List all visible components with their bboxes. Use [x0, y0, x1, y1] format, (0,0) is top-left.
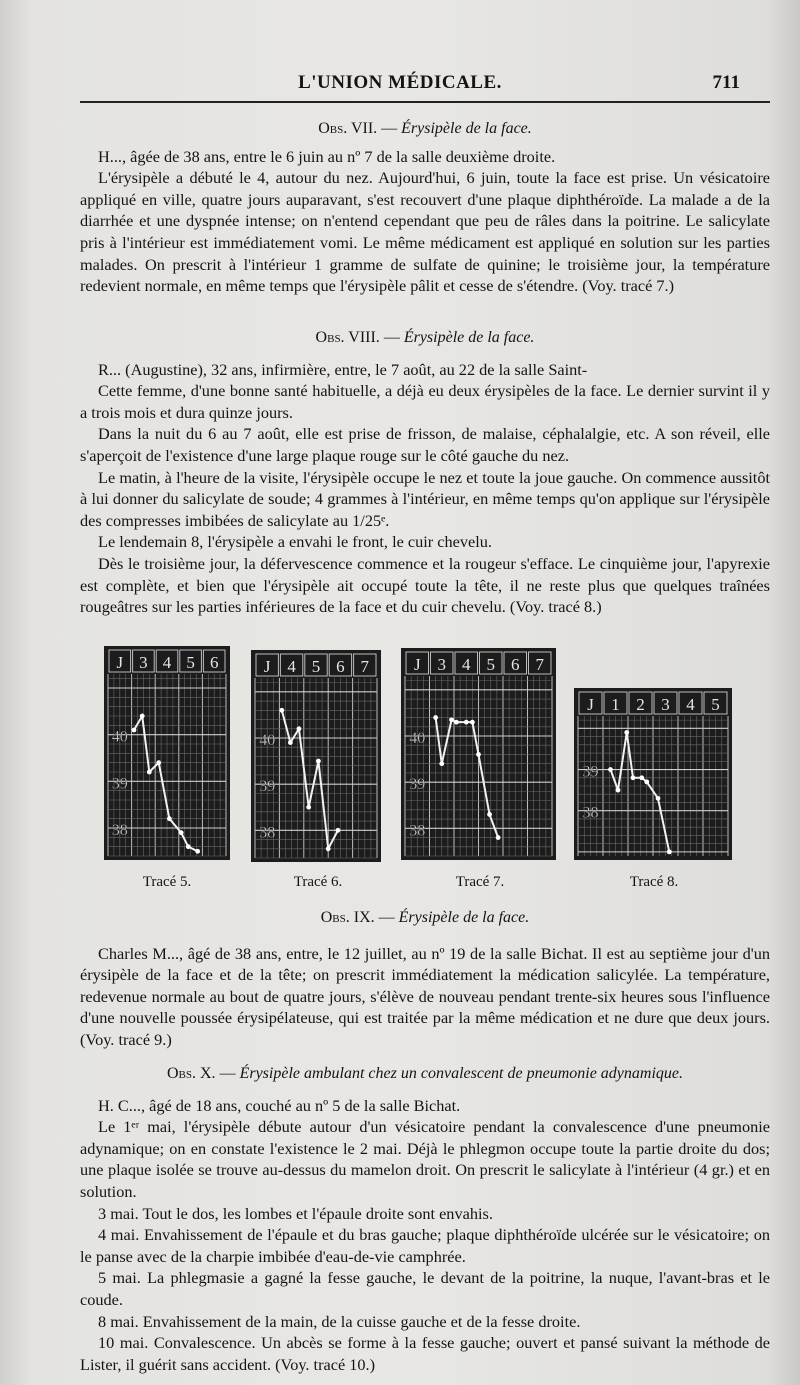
chart-caption: Tracé 8. — [629, 874, 679, 890]
temperature-tick: 38 — [582, 804, 599, 822]
obs-dash: — — [215, 1065, 240, 1082]
temperature-tick: 39 — [111, 775, 128, 793]
obs-number: Obs. X. — [166, 1065, 216, 1082]
chart-svg — [251, 650, 381, 862]
temperature-tick: 40 — [111, 728, 128, 746]
data-point — [449, 717, 454, 722]
running-header — [0, 66, 800, 96]
chart-svg — [104, 646, 230, 860]
day-label: 4 — [287, 657, 296, 676]
temperature-tick: 38 — [259, 824, 276, 842]
data-point — [667, 849, 672, 854]
obs-title: Érysipèle de la face. — [403, 329, 535, 346]
temperature-chart-6 — [251, 650, 381, 862]
temperature-tick: 38 — [409, 822, 426, 840]
chart-svg — [401, 648, 556, 860]
paragraph: H..., âgée de 38 ans, entre le 6 juin au nº 7 de la salle deuxième droite. — [98, 146, 556, 166]
obs-title: Érysipèle de la face. — [398, 909, 530, 926]
obs-heading — [80, 907, 770, 929]
observation-7 — [80, 118, 770, 297]
day-label: 6 — [209, 653, 219, 672]
data-point — [487, 812, 492, 817]
data-point — [644, 779, 649, 784]
day-label: 5 — [186, 653, 195, 672]
header-rule — [80, 101, 770, 103]
paragraph: Dès le troisième jour, la défervescence commence et la rougeur s'efface. Le cinquième jour, l'apyrexie est complète, et bien que l'érysipèle ait occupé toute la tête, il ne reste plus que quelques traînées rougeâtres sur les parties inférieures de la face et du cuir chevelu. (Voy. tracé 8.) — [80, 553, 770, 617]
day-label: 3 — [661, 695, 670, 714]
observation-8 — [80, 327, 770, 618]
day-label: J — [587, 695, 594, 714]
day-label: 2 — [636, 695, 645, 714]
data-point — [608, 767, 613, 772]
obs-heading — [80, 327, 770, 349]
obs-heading — [80, 118, 770, 140]
obs-heading — [80, 1063, 770, 1085]
obs-dash: — — [379, 329, 400, 346]
data-point — [433, 715, 438, 720]
paragraph: 5 mai. La phlegmasie a gagné la fesse gauche, le devant de la poitrine, la nuque, l'avant-bras et le coude. — [80, 1268, 770, 1309]
data-point — [631, 775, 636, 780]
data-point — [179, 830, 184, 835]
data-point — [464, 720, 469, 725]
paragraph: Le matin, à l'heure de la visite, l'érysipèle occupe le nez et toute la joue gauche. On commence aussitôt à lui donner du salicylate de soude; 4 grammes à l'intérieur, en même temps qu'on applique sur l'érysipèle des compresses imbibées de salicylate au 1/25ᵉ. — [80, 467, 770, 530]
journal-title: L'UNION MÉDICALE. — [298, 72, 502, 93]
data-point — [476, 752, 481, 757]
temperature-tick: 40 — [259, 732, 276, 749]
obs-dash: — — [377, 120, 402, 137]
temperature-tick: 39 — [409, 776, 426, 794]
chart-caption: Tracé 7. — [455, 874, 505, 890]
data-point — [147, 770, 152, 775]
paragraph: 10 mai. Convalescence. Un abcès se forme à la fesse gauche; ouvert et pansé suivant la méthode de Lister, il guérit sans accident. (Voy. tracé 10.) — [80, 1333, 770, 1374]
observation-9 — [80, 907, 770, 1051]
data-point — [279, 708, 284, 713]
day-label: 6 — [336, 657, 345, 676]
day-label: 5 — [486, 655, 495, 674]
day-label: 1 — [611, 695, 620, 714]
data-point — [288, 740, 293, 745]
day-label: 4 — [162, 653, 172, 672]
day-label: 3 — [139, 653, 148, 672]
day-label: J — [263, 657, 271, 676]
data-point — [454, 720, 459, 725]
data-point — [132, 728, 137, 733]
data-point — [656, 796, 661, 801]
chart-svg — [574, 688, 732, 860]
data-point — [297, 726, 302, 731]
temperature-chart-5 — [104, 646, 230, 860]
paragraph: 4 mai. Envahissement de l'épaule et du bras gauche; plaque diphthéroïde ulcérée sur le vésicatoire; on le panse avec de la charpie imbibée d'eau-de-vie camphrée. — [80, 1225, 770, 1266]
data-point — [624, 730, 629, 735]
data-point — [156, 760, 161, 765]
data-point — [336, 828, 341, 833]
data-point — [639, 775, 644, 780]
data-point — [186, 844, 191, 849]
obs-dash: — — [374, 909, 399, 926]
paragraph: H. C..., âgé de 18 ans, couché au nº 5 de la salle Bichat. — [98, 1095, 461, 1115]
paragraph: Cette femme, d'une bonne santé habituelle, a déjà eu deux érysipèles de la face. Le dernier survint il y a trois mois et dura quinze jours. — [80, 381, 770, 422]
obs-title: Érysipèle ambulant chez un convalescent de pneumonie adynamique. — [239, 1065, 683, 1082]
data-point — [306, 805, 311, 810]
temperature-tick: 39 — [259, 778, 276, 796]
day-label: 4 — [686, 695, 695, 714]
paragraph: Dans la nuit du 6 au 7 août, elle est prise de frisson, de malaise, céphalalgie, etc. A son réveil, elle s'aperçoit de l'existence d'une large plaque rouge sur le côté gauche du nez. — [80, 424, 770, 465]
data-point — [439, 761, 444, 766]
temperature-chart-7 — [401, 648, 556, 860]
temperature-chart-8 — [574, 688, 732, 860]
day-label: 6 — [511, 655, 520, 674]
paragraph: R... (Augustine), 32 ans, infirmière, entre, le 7 août, au 22 de la salle Saint- — [98, 359, 588, 379]
obs-number: Obs. VIII. — [315, 329, 380, 346]
obs-number: Obs. VII. — [318, 120, 378, 137]
day-label: 5 — [311, 657, 321, 676]
day-label: 7 — [360, 657, 370, 676]
data-point — [470, 720, 475, 725]
day-label: 3 — [437, 655, 446, 674]
paragraph: Le 1ᵉʳ mai, l'érysipèle débute autour d'un vésicatoire pendant la convalescence d'une pneumonie adynamique; on en constate l'existence le 2 mai. Déjà le phlegmon occupe toute la partie droite du dos; une plaque isolée se trouve au-dessus du mamelon droit. On prescrit le salicylate à l'intérieur (4 gr.) et en solution. — [80, 1117, 770, 1201]
observation-10 — [80, 1063, 770, 1375]
paragraph: Le lendemain 8, l'érysipèle a envahi le front, le cuir chevelu. — [98, 532, 492, 552]
day-label: 5 — [711, 695, 720, 714]
temperature-tick: 39 — [582, 763, 599, 781]
data-point — [326, 846, 331, 851]
data-point — [616, 788, 621, 793]
day-label: 7 — [535, 655, 544, 674]
paragraph: L'érysipèle a débuté le 4, autour du nez. Aujourd'hui, 6 juin, toute la face est prise. Un vésicatoire appliqué en ville, quatre jours auparavant, s'est recouvert d'une plaque diphthéroïde. La malade a de la diarrhée et une dyspnée intense; on n'entend cependant que peu de râles dans la poitrine. Le salicylate pris à l'intérieur est immédiatement vomi. Le même médicament est appliqué en solution sur les parties malades. On prescrit à l'intérieur 1 gramme de sulfate de quinine; le troisième jour, la température redevient normale, en même temps que l'érysipèle pâlit et cesse de s'étendre. (Voy. tracé 7.) — [80, 168, 770, 296]
day-label: J — [413, 655, 421, 674]
obs-title: Érysipèle de la face. — [401, 120, 532, 137]
chart-caption: Tracé 5. — [142, 874, 192, 890]
data-point — [167, 816, 172, 821]
day-label: J — [116, 653, 124, 672]
temperature-tick: 40 — [409, 730, 426, 747]
data-point — [140, 714, 145, 719]
day-label: 4 — [462, 655, 471, 674]
paragraph: 8 mai. Envahissement de la main, de la cuisse gauche et de la fesse droite. — [98, 1311, 581, 1331]
chart-caption: Tracé 6. — [293, 874, 343, 890]
paragraph: Charles M..., âgé de 38 ans, entre, le 12 juillet, au nº 19 de la salle Bichat. Il est au septième jour d'un érysipèle de la face et de la tête; on prescrit immédiatement la médication salicylée. La température, redevenue normale au bout de quatre jours, s'élève de nouveau pendant trente-six heures sous l'influence d'une nouvelle poussée érysipélateuse, qui est traitée par la même médication et ne dure que deux jours. (Voy. tracé 9.) — [80, 943, 770, 1049]
data-point — [195, 849, 200, 854]
page-number: 711 — [712, 72, 740, 93]
data-point — [496, 835, 501, 840]
data-point — [316, 759, 321, 764]
paragraph: 3 mai. Tout le dos, les lombes et l'épaule droite sont envahis. — [98, 1203, 493, 1223]
temperature-tick: 38 — [111, 822, 128, 839]
obs-number: Obs. IX. — [320, 909, 375, 926]
